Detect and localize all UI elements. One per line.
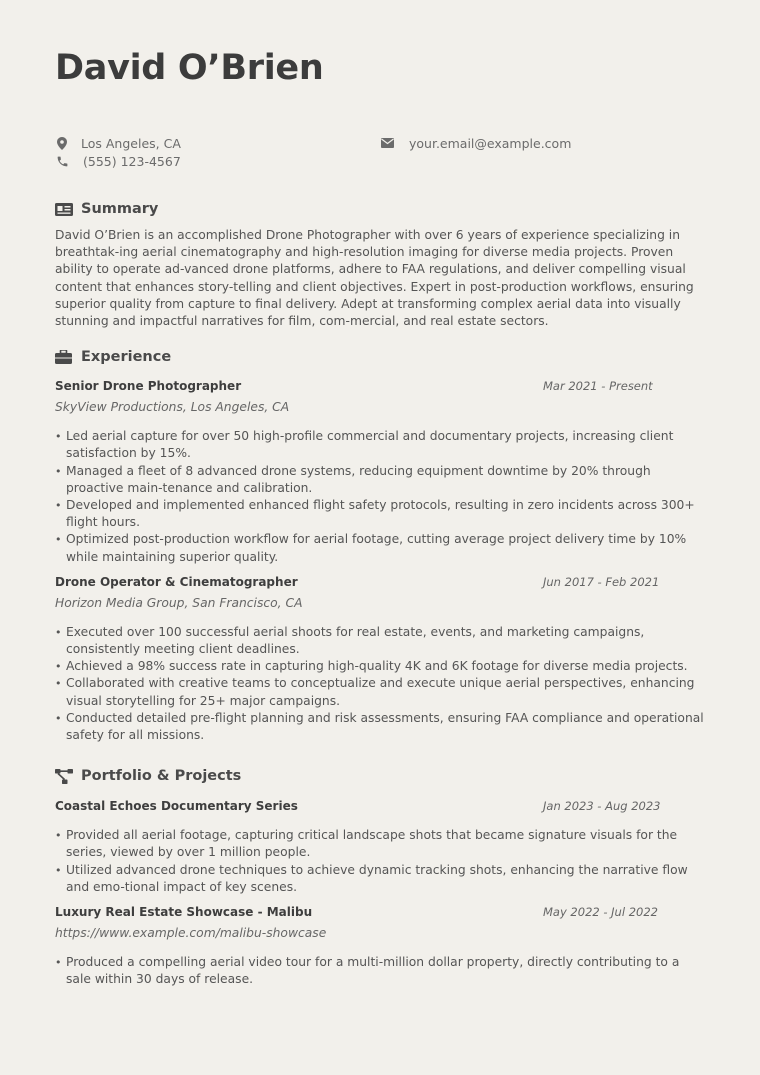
project-header: [55, 905, 704, 922]
list-item: • Conducted detailed pre-flight planning and risk assessments, ensuring FAA compliance and operational safety for all missions.: [55, 710, 704, 744]
job-title: Drone Operator & Cinematographer: [55, 574, 298, 589]
project-dates: May 2022 - Jul 2022: [543, 905, 658, 920]
project-title: Coastal Echoes Documentary Series: [55, 799, 298, 814]
projects-title: Portfolio & Projects: [81, 768, 242, 785]
briefcase-icon: [55, 350, 75, 364]
list-item: • Achieved a 98% success rate in capturing high-quality 4K and 6K footage for diverse media projects.: [55, 658, 704, 675]
list-item: • Collaborated with creative teams to conceptualize and execute unique aerial perspectives, enhancing visual storytelling for 25+ major campaigns.: [55, 675, 704, 709]
project-link[interactable]: https://www.example.com/malibu-showcase: [55, 926, 327, 941]
list-item: • Provided all aerial footage, capturing critical landscape shots that became signature visuals for the series, viewed by over 1 million people.: [55, 827, 704, 861]
job-bullets: [55, 624, 704, 744]
phone-text: (555) 123-4567: [83, 153, 181, 169]
list-item: • Executed over 100 successful aerial shoots for real estate, events, and marketing campaigns, consistently meeting client deadlines.: [55, 624, 704, 658]
job-header: [55, 575, 704, 592]
project-entry: [55, 799, 704, 896]
projects-header: [55, 766, 704, 786]
list-item: • Produced a compelling aerial video tour for a multi-million dollar property, directly contributing to a sale within 30 days of release.: [55, 954, 704, 988]
email-row: [380, 134, 571, 152]
job-dates: Mar 2021 - Present: [543, 379, 653, 394]
experience-header: [55, 347, 704, 367]
project-title: Luxury Real Estate Showcase - Malibu: [55, 905, 313, 920]
location-row: [55, 134, 181, 152]
email-link[interactable]: your.email@example.com: [409, 135, 572, 151]
list-item: • Developed and implemented enhanced flight safety protocols, resulting in zero incidents across 300+ flight hours.: [55, 497, 704, 531]
job-header: [55, 379, 704, 396]
summary-title: Summary: [81, 201, 159, 217]
candidate-name: David O’Brien: [55, 48, 324, 88]
job-title: Senior Drone Photographer: [55, 379, 242, 394]
list-item: • Led aerial capture for over 50 high-profile commercial and documentary projects, increasing client satisfaction by 15%.: [55, 428, 704, 462]
project-header: [55, 799, 704, 816]
phone-icon: [55, 155, 69, 168]
location-pin-icon: [55, 137, 69, 150]
list-item: • Managed a fleet of 8 advanced drone systems, reducing equipment downtime by 20% through proactive main-tenance and calibration.: [55, 463, 704, 497]
contact-info: [55, 134, 704, 174]
list-item: • Utilized advanced drone techniques to achieve dynamic tracking shots, enhancing the narrative flow and emo-tional impact of key scenes.: [55, 862, 704, 896]
summary-text: David O’Brien is an accomplished Drone Photographer with over 6 years of experience specializing in breathtak-ing aerial cinematography and high-resolution imaging for diverse media projects. Proven ability to operate ad-vanced drone platforms, adhere to FAA regulations, and deliver compelling visual content that enhances story-telling and client objectives. Expert in post-production workflows, ensuring superior quality from capture to final delivery. Adept at transforming complex aerial data into visually stunning and impactful narratives for film, com-mercial, and real estate sectors.: [55, 228, 694, 329]
job-company: Horizon Media Group, San Francisco, CA: [55, 595, 303, 610]
job-dates: Jun 2017 - Feb 2021: [543, 574, 660, 589]
location-text: Los Angeles, CA: [81, 135, 181, 151]
job-company: SkyView Productions, Los Angeles, CA: [55, 400, 290, 415]
email-icon: [380, 138, 394, 148]
phone-row: [55, 152, 181, 170]
job-bullets: [55, 428, 704, 566]
project-bullets: [55, 827, 704, 896]
job-entry: [55, 575, 704, 744]
project-dates: Jan 2023 - Aug 2023: [543, 799, 661, 814]
network-icon: [55, 769, 75, 784]
summary-header: [55, 199, 704, 219]
job-entry: [55, 379, 704, 566]
list-item: • Optimized post-production workflow for aerial footage, cutting average project delivery time by 10% while maintaining superior quality.: [55, 531, 704, 565]
id-card-icon: [55, 203, 75, 216]
project-entry: [55, 905, 704, 988]
experience-title: Experience: [81, 349, 172, 366]
project-bullets: [55, 954, 704, 988]
